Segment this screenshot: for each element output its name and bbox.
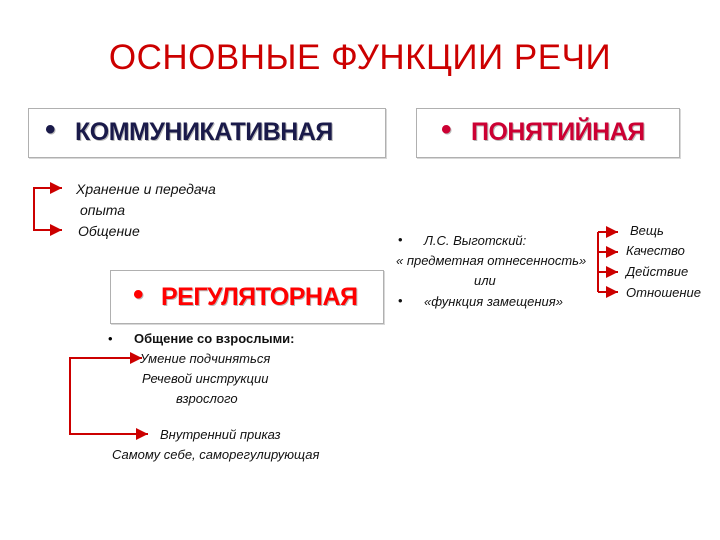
regulatory-inner-1: Внутренний приказ: [160, 427, 281, 442]
regulatory-bullet: •: [133, 278, 144, 311]
conceptual-vygotsky: Л.С. Выготский:: [424, 233, 527, 248]
page-title: ОСНОВНЫЕ ФУНКЦИИ РЕЧИ: [108, 38, 612, 77]
target-quality: Качество: [626, 243, 685, 258]
regulatory-adults: Общение со взрослыми:: [134, 331, 295, 346]
regulatory-obey-2: Речевой инструкции: [142, 371, 269, 386]
communicative-label: КОММУНИКАТИВНАЯ: [75, 118, 333, 146]
communicative-bullet: •: [45, 113, 56, 146]
conceptual-label: ПОНЯТИЙНАЯ: [471, 118, 645, 146]
target-action: Действие: [626, 264, 689, 279]
conceptual-bullet-2: •: [398, 293, 403, 308]
regulatory-inner-2: Самому себе, саморегулирующая: [112, 447, 320, 462]
target-relation: Отношение: [626, 285, 701, 300]
conceptual-subject-reference: « предметная отнесенность»: [396, 253, 587, 268]
regulatory-adults-bullet: •: [108, 331, 113, 346]
regulatory-obey-3: взрослого: [176, 391, 238, 406]
conceptual-bullet-1: •: [398, 232, 403, 247]
communicative-item-storage: Хранение и передача: [76, 181, 216, 197]
regulatory-bracket: [70, 358, 142, 434]
communicative-item-experience: опыта: [80, 202, 126, 218]
communicative-item-communication: Общение: [78, 223, 140, 239]
target-thing: Вещь: [630, 223, 664, 238]
communicative-bracket-arrows: [34, 188, 60, 230]
conceptual-substitution: «функция замещения»: [424, 294, 563, 309]
regulatory-label: РЕГУЛЯТОРНАЯ: [161, 283, 358, 311]
conceptual-or: или: [474, 273, 496, 288]
regulatory-obey-1: Умение подчиняться: [140, 351, 271, 366]
conceptual-bullet: •: [441, 113, 452, 146]
